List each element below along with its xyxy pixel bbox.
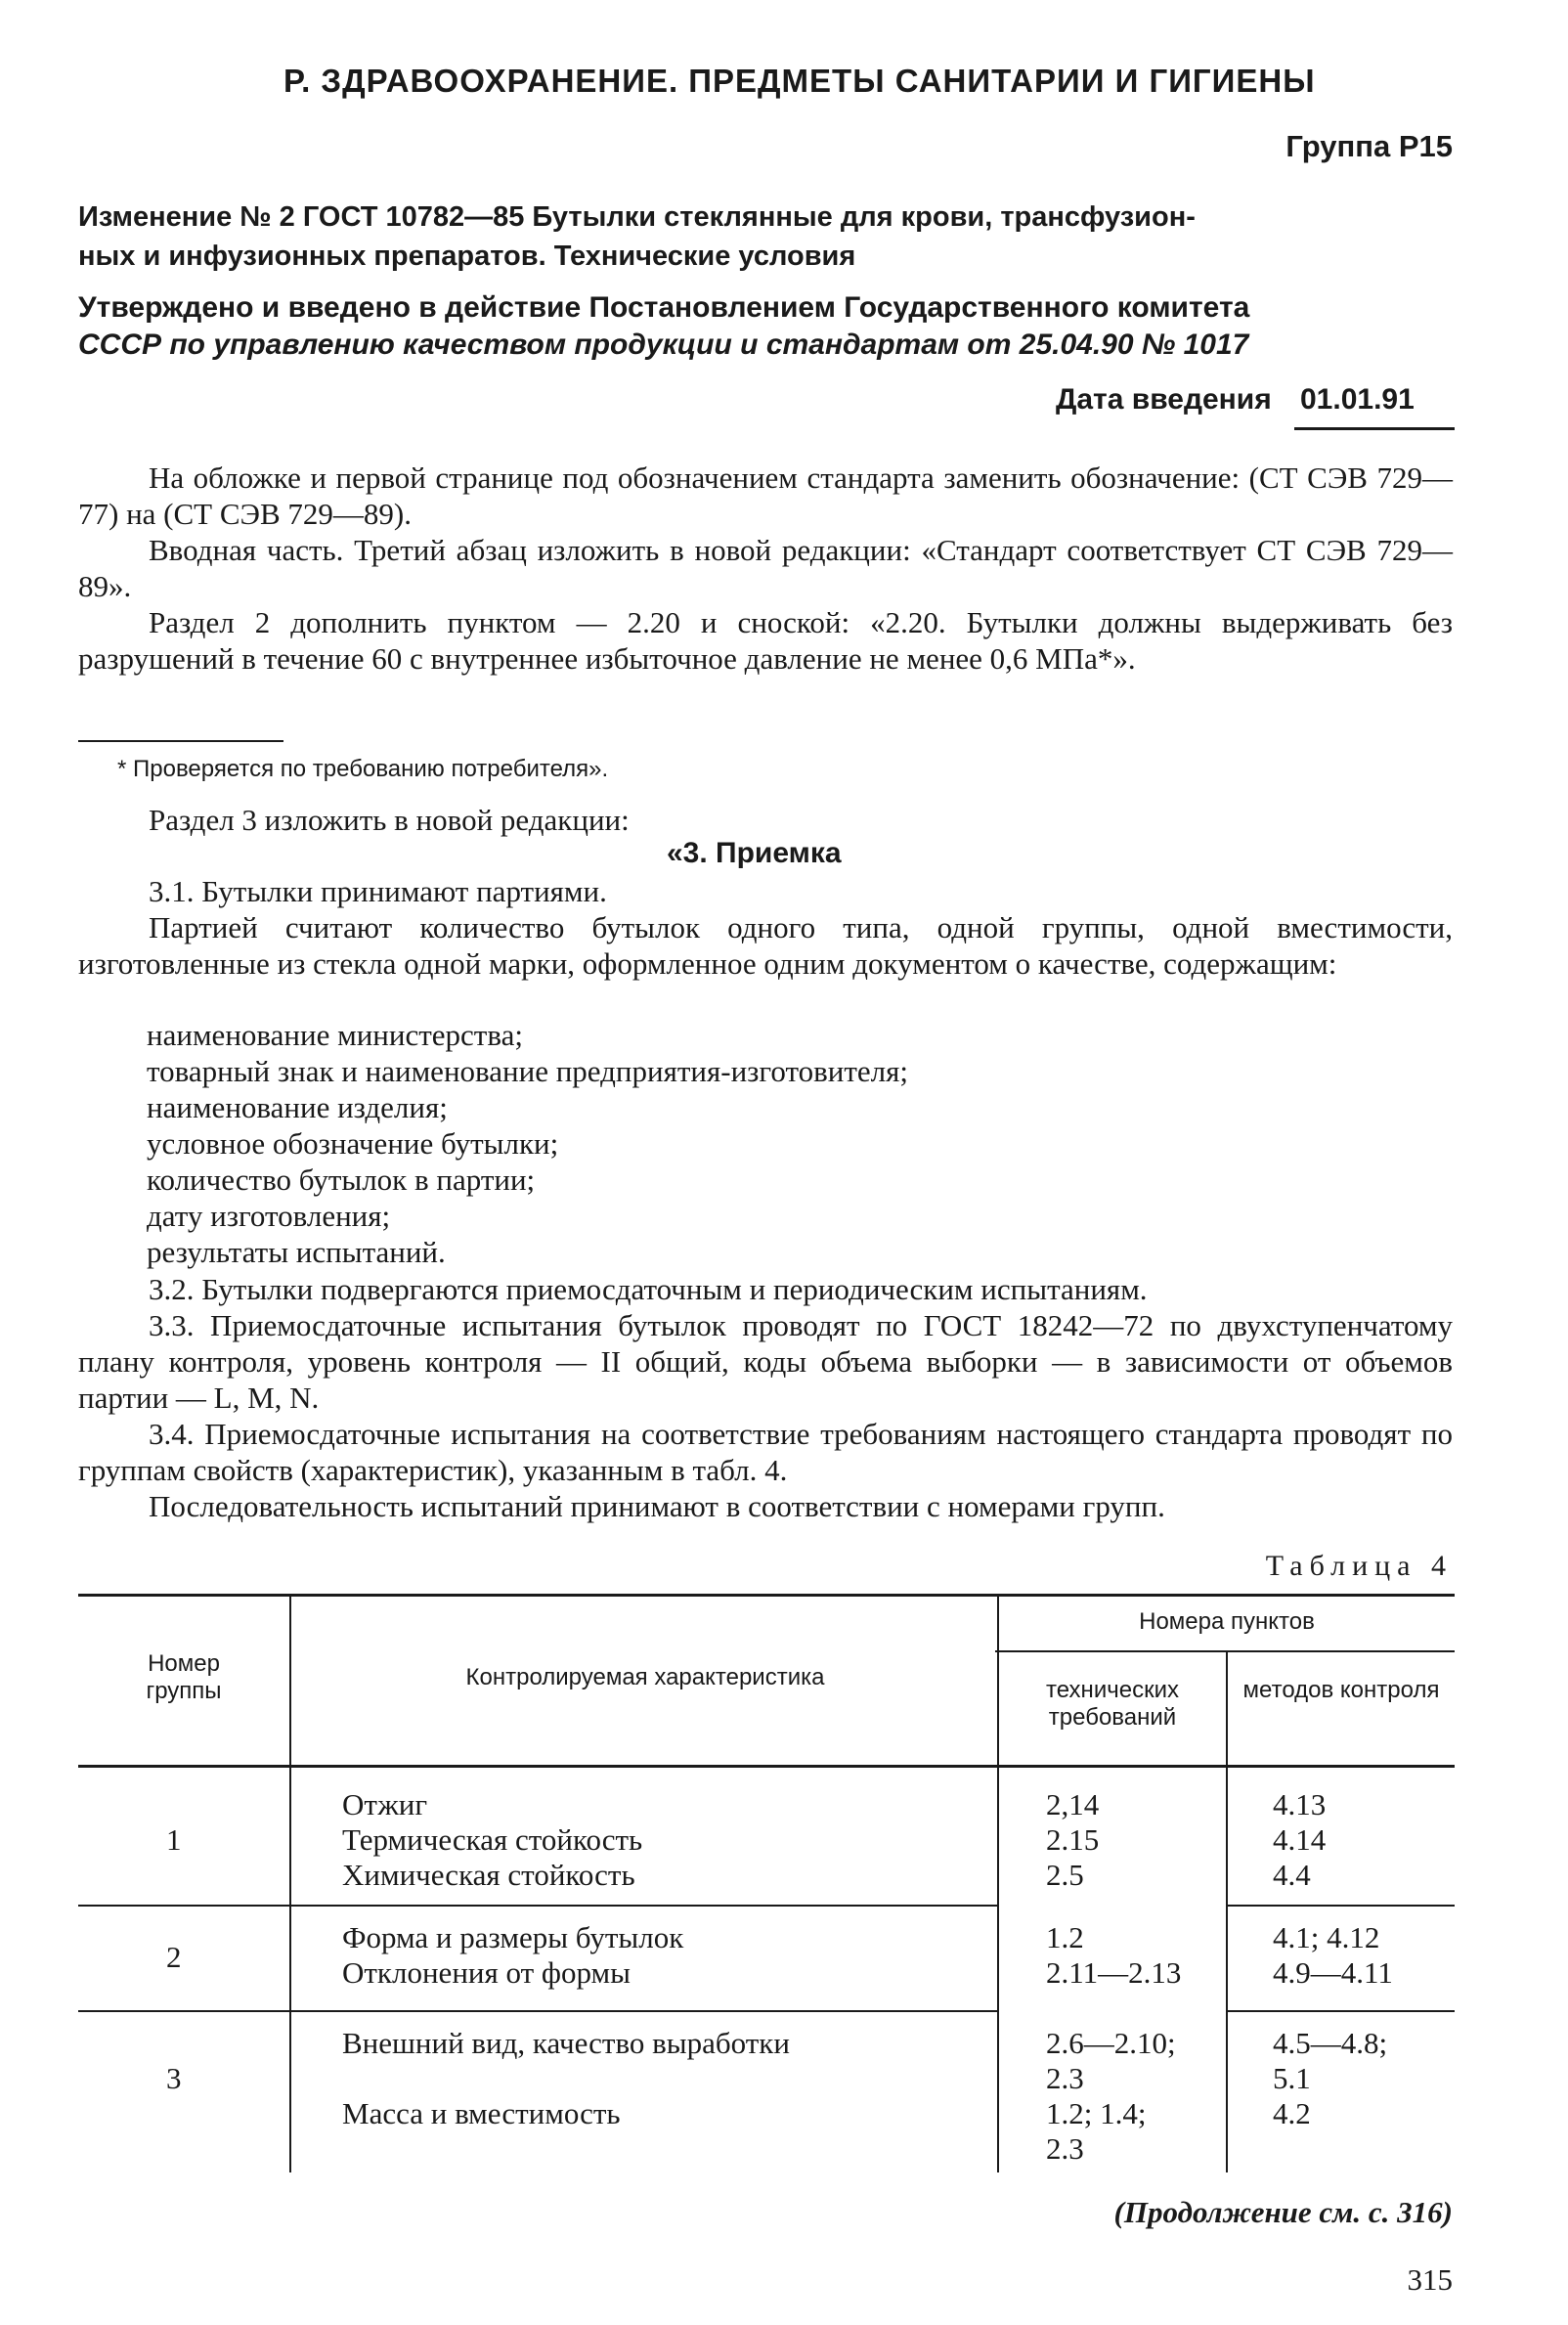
- tech-clause: 2.3: [1046, 2061, 1084, 2095]
- table-subheader-line: [995, 1650, 1455, 1652]
- group-code: Группа Р15: [1285, 129, 1453, 163]
- clause-batch-definition: Партией считают количество бутылок одного типа, одной группы, одной вместимости, изготовленные из стекла одной марки, оформленное одним документом о качестве, содержащим:: [78, 910, 1453, 981]
- effective-date-label: Дата введения: [1056, 383, 1272, 416]
- group-number: 3: [166, 2061, 182, 2095]
- change-title-line2: ных и инфузионных препаратов. Технические условия: [78, 241, 856, 272]
- section-title: Р. ЗДРАВООХРАНЕНИЕ. ПРЕДМЕТЫ САНИТАРИИ И ГИГИЕНЫ: [283, 63, 1316, 99]
- tech-clause: 1.2; 1.4;: [1046, 2096, 1147, 2130]
- approved-line1: Утверждено и введено в действие Постановлением Государственного комитета: [78, 291, 1250, 324]
- footnote: * Проверяется по требованию потребителя».: [117, 756, 609, 782]
- method-clause: 4.13: [1273, 1787, 1327, 1821]
- clause-sequence: Последовательность испытаний принимают в соответствии с номерами групп.: [149, 1489, 1165, 1523]
- approved-line2: СССР по управлению качеством продукции и стандартам от 25.04.90 № 1017: [78, 329, 1249, 361]
- table-top-border: [78, 1594, 1455, 1597]
- list-item: условное обозначение бутылки;: [147, 1126, 559, 1161]
- header-characteristic: Контролируемая характеристика: [465, 1664, 825, 1690]
- group-number: 1: [166, 1822, 182, 1857]
- section-heading: «3. Приемка: [667, 837, 842, 869]
- clause-3-3: 3.3. Приемосдаточные испытания бутылок проводят по ГОСТ 18242—72 по двухступенчатому плану контроля, уровень контроля — II общий, коды объема выборки — в зависимости от объемов партии — L, M, N.: [78, 1308, 1453, 1415]
- characteristic: Внешний вид, качество выработки: [342, 2026, 790, 2060]
- characteristic: Отклонения от формы: [342, 1955, 631, 1990]
- characteristic: Химическая стойкость: [342, 1858, 635, 1892]
- method-clause: 4.14: [1273, 1822, 1327, 1857]
- page-number: 315: [1407, 2262, 1453, 2297]
- method-clause: 4.4: [1273, 1858, 1311, 1892]
- paragraph-section2: Раздел 2 дополнить пунктом — 2.20 и сноской: «2.20. Бутылки должны выдерживать без разрушений в течение 60 с внутреннее избыточное давление не менее 0,6 МПа*».: [78, 605, 1453, 676]
- continuation-note: (Продолжение см. с. 316): [1113, 2195, 1453, 2229]
- tech-clause: 2,14: [1046, 1787, 1100, 1821]
- paragraph-designation: На обложке и первой странице под обозначением стандарта заменить обозначение: (СТ СЭВ 729—77) на (СТ СЭВ 729—89).: [78, 461, 1453, 531]
- tech-clause: 2.5: [1046, 1858, 1084, 1892]
- list-item: наименование изделия;: [147, 1090, 448, 1124]
- tech-clause: 2.6—2.10;: [1046, 2026, 1176, 2060]
- change-title-line1: Изменение № 2 ГОСТ 10782—85 Бутылки стеклянные для крови, трансфузион-: [78, 201, 1196, 233]
- method-clause: 4.2: [1273, 2096, 1311, 2130]
- footnote-divider: [78, 740, 283, 742]
- clause-3-1: 3.1. Бутылки принимают партиями.: [149, 874, 607, 908]
- table-row-divider: [78, 2010, 999, 2012]
- list-item: дату изготовления;: [147, 1199, 391, 1233]
- characteristic: Отжиг: [342, 1787, 428, 1821]
- characteristic: Форма и размеры бутылок: [342, 1920, 684, 1954]
- clause-3-4: 3.4. Приемосдаточные испытания на соответствие требованиям настоящего стандарта проводят по группам свойств (характеристик), указанным в табл. 4.: [78, 1417, 1453, 1487]
- table-column-line: [1226, 1650, 1228, 2172]
- method-clause: 4.1; 4.12: [1273, 1920, 1380, 1954]
- table-row-divider: [1228, 1905, 1455, 1907]
- paragraph-intro: Вводная часть. Третий абзац изложить в новой редакции: «Стандарт соответствует СТ СЭВ 729—89».: [78, 533, 1453, 603]
- header-test-methods: методов контроля: [1242, 1677, 1440, 1703]
- list-item: количество бутылок в партии;: [147, 1162, 536, 1197]
- group-number: 2: [166, 1940, 182, 1974]
- effective-date: 01.01.91: [1300, 383, 1415, 416]
- table-row-divider: [1228, 2010, 1455, 2012]
- characteristic: Масса и вместимость: [342, 2096, 621, 2130]
- table-column-line: [289, 1594, 291, 2172]
- effective-date-underline: [1294, 427, 1455, 430]
- characteristic: Термическая стойкость: [342, 1822, 643, 1857]
- tech-clause: 2.11—2.13: [1046, 1955, 1182, 1990]
- method-clause: 4.9—4.11: [1273, 1955, 1393, 1990]
- table-row-divider: [78, 1905, 999, 1907]
- method-clause: 4.5—4.8;: [1273, 2026, 1388, 2060]
- clause-3-2: 3.2. Бутылки подвергаются приемосдаточным и периодическим испытаниям.: [149, 1272, 1148, 1306]
- list-item: результаты испытаний.: [147, 1235, 446, 1269]
- header-tech-requirements: технических требований: [1046, 1677, 1179, 1731]
- list-item: наименование министерства;: [147, 1018, 523, 1052]
- method-clause: 5.1: [1273, 2061, 1311, 2095]
- header-group-number: [78, 1650, 289, 1705]
- paragraph-section3: Раздел 3 изложить в новой редакции:: [149, 803, 630, 837]
- table-caption: Таблица 4: [1265, 1550, 1453, 1582]
- tech-clause: 2.3: [1046, 2131, 1084, 2166]
- tech-clause: 1.2: [1046, 1920, 1084, 1954]
- header-group-number-label: Номер группы: [146, 1650, 222, 1704]
- tech-clause: 2.15: [1046, 1822, 1100, 1857]
- header-clause-numbers: Номера пунктов: [1139, 1608, 1315, 1635]
- list-item: товарный знак и наименование предприятия-изготовителя;: [147, 1054, 908, 1088]
- table-header-border: [78, 1765, 1455, 1768]
